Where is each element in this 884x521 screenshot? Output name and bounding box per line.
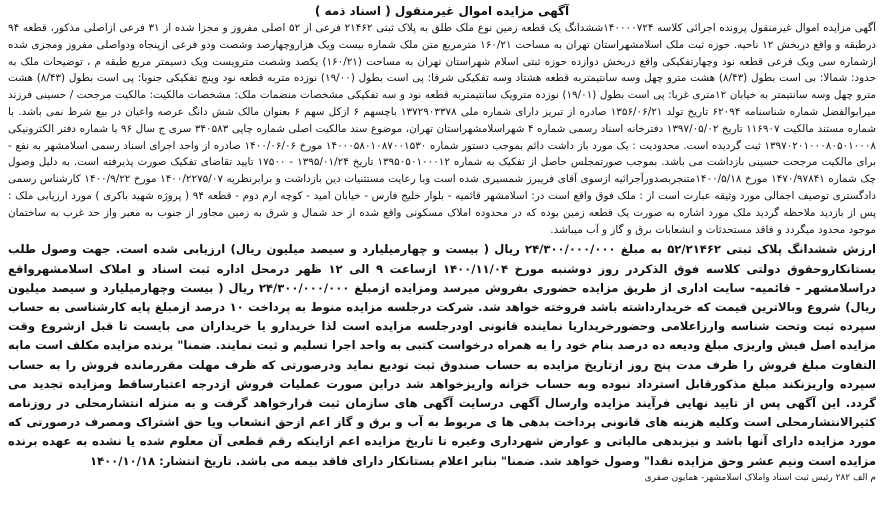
notice-bold-paragraph: ارزش ششدانگ پلاک ثبتی ۵۲/۲۱۴۶۲ به مبلغ ۲۴/۳۰۰/۰۰۰/۰۰۰ ریال ( بیست و چهارمیلیارد و سیصد میلیون ریال) ارزیابی شده است. جهت وصول طلب بستانکاروحقوق دولتی کلاسه فوق الذکردر روز دوشنبه مورخ ۱۴۰۰/۱۱/۰۴ ازساعت ۹ الی ۱۲ ظهر درمحل اداره ثبت اسناد و املاک اسلامشهرواقع دراسلامشهر - قائمیه- سایت اداری از طریق مزایده حضوری بفروش میرسد ومزایده ازمبلغ ۲۴/۳۰۰/۰۰۰/۰۰۰ ریال ( بیست وچهارمیلیارد و سیصد میلیون ریال) شروع وبالاترین قیمت که خریدارداشته باشد فروخته خواهد شد. شرکت درجلسه مزایده منوط به پرداخت ۱۰ درصد ازمبلغ پایه کارشناسی به حساب سپرده ثبت وتحت شناسه وارزاعلامی وحضورخریداریا نماینده قانونی اودرجلسه مزایده است لذا خریدارو یا خریداران می بایست تا قبل ازشروع وقت مزایده اصل فیش واریزی مبلغ ودیعه ده درصد بنام خود را به همراه درخواست کتبی به واحد اجرا تسلیم و ثبت نمایند. ضمنا" برنده مزایده مکلف است مابه التفاوت مبلغ فروش را ظرف مدت پنج روز ازتاریخ مزایده به حساب صندوق ثبت تودیع نماید ودرصورتی که ظرف مهلت مقررمانده فروش را به حساب سپرده واریزنکند مبلغ مذکورقابل استرداد نبوده وبه حساب خزانه واریزخواهد شد دراین صورت عملیات فروش ازدرجه اعتبارساقط ومزایده تجدید می گردد. این آگهی پس از تایید نهایی فرآیند مزایده وارسال آگهی درسایت آگهی های سازمان ثبت قرارخواهد گرفت و به منزله انتشارمحلی در روزنامه کثیرالانتشارمحلی است وکلیه هزینه های قانونی پرداخت بدهی ها ی مربوط به آب و برق و گاز اعم ازحق انشعاب ویا حق اشتراک ومصرف درصورتی که مورد مزایده دارای آنها باشد و نیزبدهی مالیاتی و عوارض شهرداری وغیره تا تاریخ مزایده اعم ازاینکه رقم قطعی آن معلوم شده یا نشده به عهده برنده مزایده است ونیم عشر وحق مزایده نقدا" وصول خواهد شد. ضمنا" بنابر اعلام بستانکار دارای فاقد بیمه می باشد. تاریخ انتشار: ۱۴۰۰/۱۰/۱۸ bbox=[8, 242, 877, 468]
notice-body-paragraph: آگهی مزایده اموال غیرمنقول پرونده اجرائی کلاسه ۱۴۰۰۰۰۷۲۴ششدانگ یک قطعه زمین نوع ملک طلق به پلاک ثبتی ۲۱۴۶۲ فرعی از ۵۲ اصلی مفروز و مجزا شده از ۳۱ فرعی ازاصلی مذکور، قطعه ۹۴ درطبقه و واقع دربخش ۱۲ ناحیه. حوزه ثبت ملک اسلامشهراستان تهران به مساحت ۱۶۰/۲۱ مترمربع متن ملک شماره بیست ویک هزاروچهارصد وشصت ودو فرعی ازپنجاه ودواصلی مفروز ومجزی شده ازشماره سی ویک فرعی قطعه نود وچهارتفکیکی واقع دربخش دوازده حوزه ثبتی اسلام شهراستان تهران به مساحت (۱۶۰/۲۱) یکصد وشصت مترویست ویک دسیمتر مربع طبقه م ، توضیحات ملک به حدود: شمالا: بی است بطول (۸/۴۳) هشت مترو چهل وسه سانتیمتربه قطعه هشتاد وسه تفکیکی شرقا: پی است بطول (۱۹/۰۰) نوزده متربه قطعه نود وپنج تفکیکی جنوبا: پی است بطول (۸/۴۳) هشت مترو چهل وسه سانتیمتر به خیابان ۱۲متری غربا: پی است بطول (۱۹/۰۱) نوزده مترویک سانتیمتربه قطعه نود و سه تفکیکی مشخصات منضمات ملک: مشخصات مالکیت: مالکیت مرجحت / حسینی فرزند میرابوالفضل شماره شناسنامه ۶۲۰۹۴ تاریخ تولد ۱۳۵۶/۰۶/۲۱ صادره از تبریز دارای شماره ملی ۱۳۷۲۹۰۳۳۷۸ باچسهم ۶ ازکل سهم ۶ بعنوان مالک شش دانگ عرصه واعیان در بیع شرط نمی باشد. با شماره مستند مالکیت ۱۱۶۹۰۷ تاریخ ۱۳۹۷/۰۵/۰۲ دفترخانه اسناد رسمی شماره ۴ شهراسلامشهراستان تهران، موضوع سند مالکیت اصلی شماره چاپی ۳۴۰۵۸۳ سری ج سال ۹۶ با شماره دفتر الکترونیکی ۱۳۹۷۰۲۰۱۰۰۰۸۰۵۰۱۰۰۰۸ ثبت گردیده است. محدودیت : یک مورد باز داشت دائم بموجب دستور شماره ۱۴۰۰۰۵۸۰۱۰۸۷۰۰۱۵۳۰ مورخ ۱۴۰۰/۰۶/۰۶ صادره از واحد اجرای اسناد رسمی اسلامشهر به نفع - برای مالکیت مرجحت حسینی بازداشت می باشد. بموجب صورتمجلس حاصل از تفکیک به شماره ۱۳۹۵۰۵۰۱۰۰۰۱۲ تاریخ ۱۳۹۵/۰۱/۲۴ - ۱۷۵۰۰ تایید تقاضای تفکیک صورت پذیرفته است. به دلیل وصول چک شماره ۱۴۷۰/۹۷۸۴۱ مورخ ۱۴۰۰/۵/۱۸متنجربصدورآجرائیه ازسوی آقای فریبرز شمسیری شده است وبا رعایت مستثنیات دین بازداشت و برابرنظریه ۱۴۰۰/۲۲۷۵/۰۷ مورخ ۱۴۰۰/۹/۲۲ کارشناس رسمی دادگستری توصیف اجمالی مورد وثیقه عبارت است از : ملک فوق واقع است در: اسلامشهر قائمیه - بلوار خلیج فارس - خیابان امید - کوچه ارم دوم - قطعه ۹۴ ( پروژه شهید باکری ) مورد ارزیابی ملک : پس از بازدید ملاحظه گردید ملک مورد اشاره به صورت یک قطعه زمین بوده که در محدوده املاک مسکونی واقع شده از حد شمال و شرق به زمین مجاور از جنوب به معبر واز حد غرب به ساختمان موجود محدود میگردد و فاقد مستحدثات و انشعابات برق و گاز و آب میباشد. bbox=[8, 22, 877, 236]
notice-footer-signature: م الف ۲۸۲ رئیس ثبت اسناد واملاک اسلامشهر- همایون صفری bbox=[644, 472, 876, 483]
notice-title: آگهی مزایده اموال غیرمنقول ( اسناد ذمه ) bbox=[314, 4, 570, 18]
